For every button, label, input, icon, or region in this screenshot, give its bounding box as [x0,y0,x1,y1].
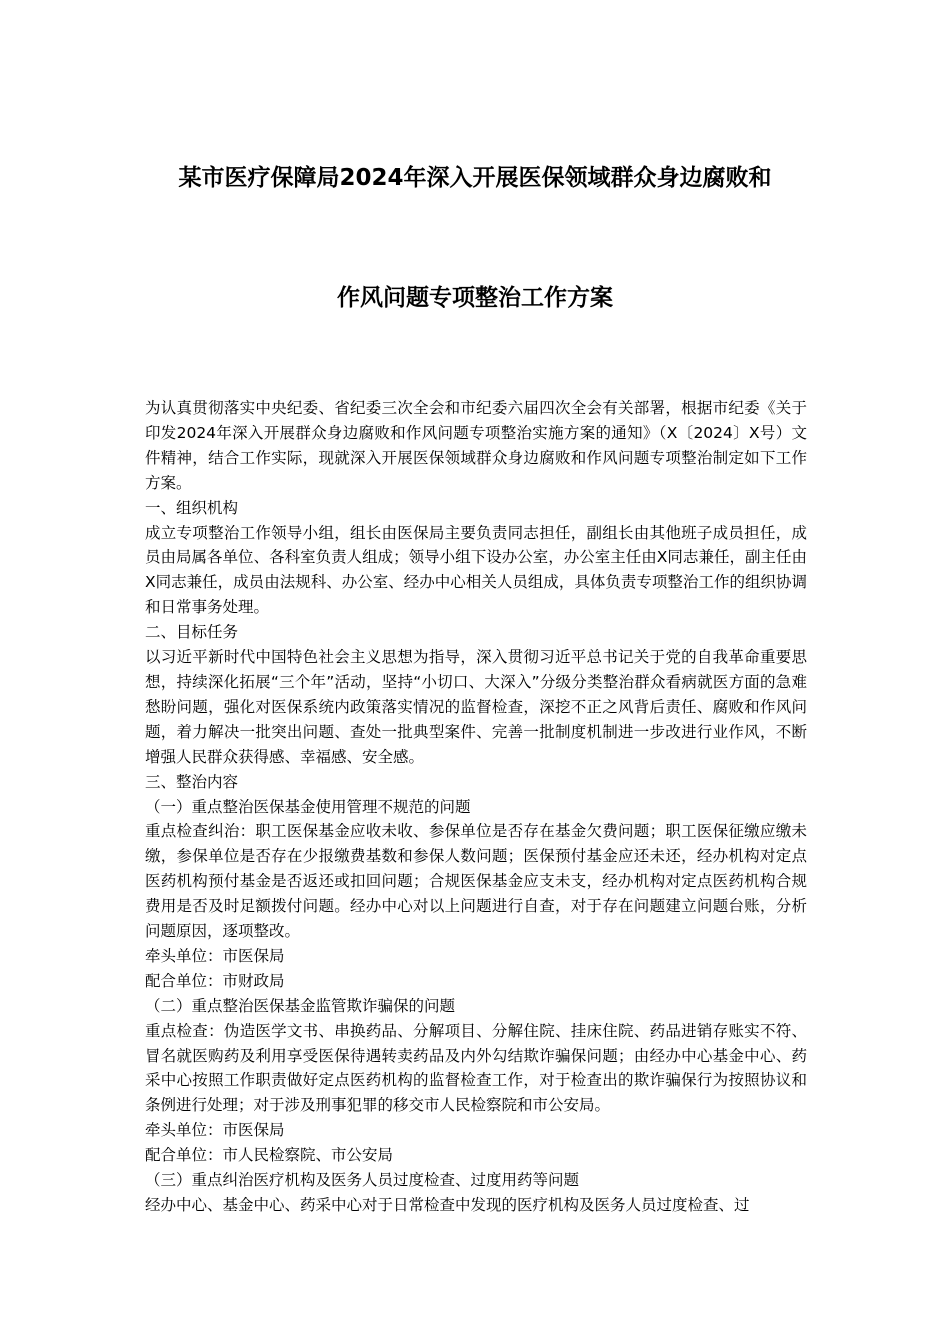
subsection-heading-2: （二）重点整治医保基金监管欺诈骗保的问题 [145,996,456,1015]
document-body [145,396,807,1218]
section-heading-organization: 一、组织机构 [145,498,239,517]
paragraph-subsection-1: 重点检查纠治：职工医保基金应收未收、参保单位是否存在基金欠费问题；职工医保征缴应缴未缴，参保单位是否存在少报缴费基数和参保人数问题；医保预付基金应还未还，经办机构对定点医药机构预付基金是否返还或扣回问题；合规医保基金应支未支，经办机构对定点医药机构合规费用是否及时足额拨付问题。经办中心对以上问题进行自查，对于存在问题建立问题台账，分析问题原因，逐项整改。 [145,822,807,941]
document-title-line-2: 作风问题专项整治工作方案 [337,285,613,311]
document-title-line-1: 某市医疗保障局2024年深入开展医保领域群众身边腐败和 [178,165,772,191]
paragraph-subsection-3: 经办中心、基金中心、药采中心对于日常检查中发现的医疗机构及医务人员过度检查、过 [145,1196,750,1214]
subsection-heading-3: （三）重点纠治医疗机构及医务人员过度检查、过度用药等问题 [145,1171,580,1190]
support-unit-1: 配合单位：市财政局 [145,971,285,990]
paragraph-subsection-2: 重点检查：伪造医学文书、串换药品、分解项目、分解住院、挂床住院、药品进销存账实不符、冒名就医购药及利用享受医保待遇转卖药品及内外勾结欺诈骗保问题；由经办中心基金中心、药采中心按照工作职责做好定点医药机构的监督检查工作，对于检查出的欺诈骗保行为按照协议和条例进行处理；对于涉及刑事犯罪的移交市人民检察院和市公安局。 [145,1021,807,1115]
lead-unit-1: 牵头单位：市医保局 [145,946,285,965]
lead-unit-2: 牵头单位：市医保局 [145,1121,285,1140]
section-heading-goals: 二、目标任务 [145,623,239,642]
subsection-heading-1: （一）重点整治医保基金使用管理不规范的问题 [145,797,471,816]
paragraph-organization: 成立专项整治工作领导小组，组长由医保局主要负责同志担任，副组长由其他班子成员担任，成员由局属各单位、各科室负责人组成；领导小组下设办公室，办公室主任由X同志兼任，副主任由X同志兼任，成员由法规科、办公室、经办中心相关人员组成，具体负责专项整治工作的组织协调和日常事务处理。 [145,523,807,617]
intro-paragraph: 为认真贯彻落实中央纪委、省纪委三次全会和市纪委六届四次全会有关部署，根据市纪委《关于印发2024年深入开展群众身边腐败和作风问题专项整治实施方案的通知》（X〔2024〕X号）文件精神，结合工作实际，现就深入开展医保领域群众身边腐败和作风问题专项整治制定如下工作方案。 [145,399,807,492]
paragraph-goals: 以习近平新时代中国特色社会主义思想为指导，深入贯彻习近平总书记关于党的自我革命重要思想，持续深化拓展“三个年”活动，坚持“小切口、大深入”分级分类整治群众看病就医方面的急难愁盼问题，强化对医保系统内政策落实情况的监督检查，深挖不正之风背后责任、腐败和作风问题，着力解决一批突出问题、查处一批典型案件、完善一批制度机制进一步改进行业作风，不断增强人民群众获得感、幸福感、安全感。 [145,648,807,766]
support-unit-2: 配合单位：市人民检察院、市公安局 [145,1146,394,1165]
section-heading-content: 三、整治内容 [145,772,239,791]
